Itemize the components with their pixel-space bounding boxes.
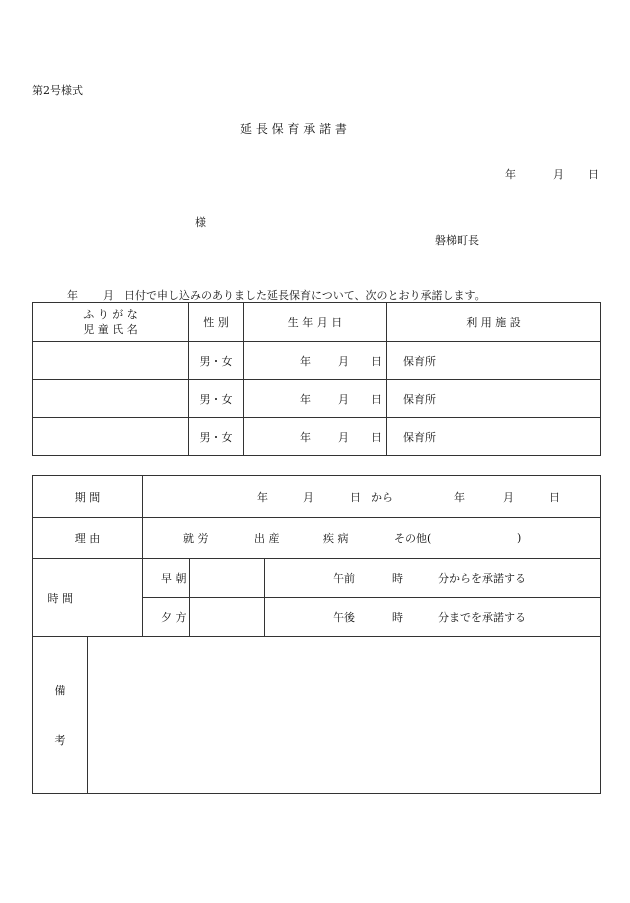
facility-value: 保育所 bbox=[403, 430, 436, 444]
gender-cell: 男・女 bbox=[189, 380, 244, 418]
period-from: から bbox=[371, 490, 393, 504]
reason-row bbox=[33, 518, 601, 559]
evening-value bbox=[265, 598, 601, 637]
date-month: 月 bbox=[553, 168, 564, 181]
evening-ampm: 午後 bbox=[333, 611, 355, 624]
reason-label: 理 由 bbox=[33, 518, 143, 559]
birth-header: 生 年 月 日 bbox=[244, 303, 387, 342]
birth-month: 月 bbox=[338, 354, 349, 368]
evening-hour: 時 bbox=[392, 611, 403, 624]
facility-value: 保育所 bbox=[403, 354, 436, 368]
birth-day: 日 bbox=[371, 392, 382, 406]
morning-ampm: 午前 bbox=[333, 572, 355, 585]
period-month-1: 月 bbox=[303, 490, 314, 504]
birth-day: 日 bbox=[371, 430, 382, 444]
furigana-label: ふ り が な bbox=[83, 308, 138, 321]
reason-work[interactable]: 就 労 bbox=[183, 532, 209, 545]
child-name-cell[interactable] bbox=[33, 342, 189, 380]
birth-month: 月 bbox=[338, 430, 349, 444]
intro-month: 月 bbox=[103, 289, 114, 302]
reason-other[interactable]: その他( bbox=[394, 532, 432, 545]
facility-cell bbox=[387, 380, 601, 418]
time-label: 時 間 bbox=[33, 559, 88, 637]
name-header bbox=[33, 303, 189, 342]
gender-header: 性 別 bbox=[189, 303, 244, 342]
intro-year: 年 bbox=[67, 289, 78, 302]
reason-other-close: ) bbox=[517, 531, 522, 545]
morning-text: 分からを承諾する bbox=[438, 572, 526, 585]
issuer: 磐梯町長 bbox=[435, 234, 479, 247]
table-row bbox=[33, 418, 601, 456]
time-morning-row bbox=[33, 559, 601, 598]
birth-month: 月 bbox=[338, 392, 349, 406]
period-row bbox=[33, 476, 601, 518]
date-year: 年 bbox=[505, 168, 516, 181]
reason-value bbox=[143, 518, 601, 559]
child-name-cell[interactable] bbox=[33, 380, 189, 418]
morning-label-cell bbox=[143, 559, 265, 598]
remarks-row bbox=[33, 637, 601, 794]
reason-birth[interactable]: 出 産 bbox=[254, 532, 280, 545]
table-row bbox=[33, 342, 601, 380]
details-table bbox=[32, 475, 601, 794]
birth-date-cell bbox=[244, 380, 387, 418]
gender-cell: 男・女 bbox=[189, 342, 244, 380]
period-year-1: 年 bbox=[257, 490, 268, 504]
remarks-label-2: 考 bbox=[54, 734, 66, 747]
table-row bbox=[33, 380, 601, 418]
birth-year: 年 bbox=[300, 392, 311, 406]
time-spacer bbox=[88, 559, 143, 637]
morning-value bbox=[265, 559, 601, 598]
evening-label: 夕 方 bbox=[161, 611, 187, 624]
form-number: 第2号様式 bbox=[32, 84, 83, 97]
period-day-1: 日 bbox=[350, 490, 361, 504]
intro-text: 日付で申し込みのありました延長保育について、次のとおり承諾します。 bbox=[124, 289, 486, 302]
evening-text: 分までを承諾する bbox=[438, 611, 526, 624]
facility-cell bbox=[387, 342, 601, 380]
period-month-2: 月 bbox=[503, 490, 514, 504]
period-year-2: 年 bbox=[454, 490, 465, 504]
remarks-field[interactable] bbox=[88, 637, 601, 794]
gender-cell: 男・女 bbox=[189, 418, 244, 456]
morning-label: 早 朝 bbox=[161, 572, 187, 585]
facility-cell bbox=[387, 418, 601, 456]
period-day-2: 日 bbox=[549, 490, 560, 504]
child-name-cell[interactable] bbox=[33, 418, 189, 456]
children-table bbox=[32, 302, 601, 456]
birth-year: 年 bbox=[300, 354, 311, 368]
birth-day: 日 bbox=[371, 354, 382, 368]
birth-date-cell bbox=[244, 418, 387, 456]
period-label: 期 間 bbox=[33, 476, 143, 518]
morning-hour: 時 bbox=[392, 572, 403, 585]
reason-illness[interactable]: 疾 病 bbox=[323, 532, 349, 545]
date-day: 日 bbox=[588, 168, 599, 181]
name-label: 児 童 氏 名 bbox=[83, 323, 138, 336]
birth-year: 年 bbox=[300, 430, 311, 444]
document-title: 延 長 保 育 承 諾 書 bbox=[240, 122, 347, 136]
facility-value: 保育所 bbox=[403, 392, 436, 406]
remarks-label-cell bbox=[33, 637, 88, 794]
addressee-suffix: 様 bbox=[195, 216, 206, 229]
period-value bbox=[143, 476, 601, 518]
facility-header: 利 用 施 設 bbox=[387, 303, 601, 342]
evening-label-cell bbox=[143, 598, 265, 637]
birth-date-cell bbox=[244, 342, 387, 380]
remarks-label-1: 備 bbox=[54, 684, 66, 697]
